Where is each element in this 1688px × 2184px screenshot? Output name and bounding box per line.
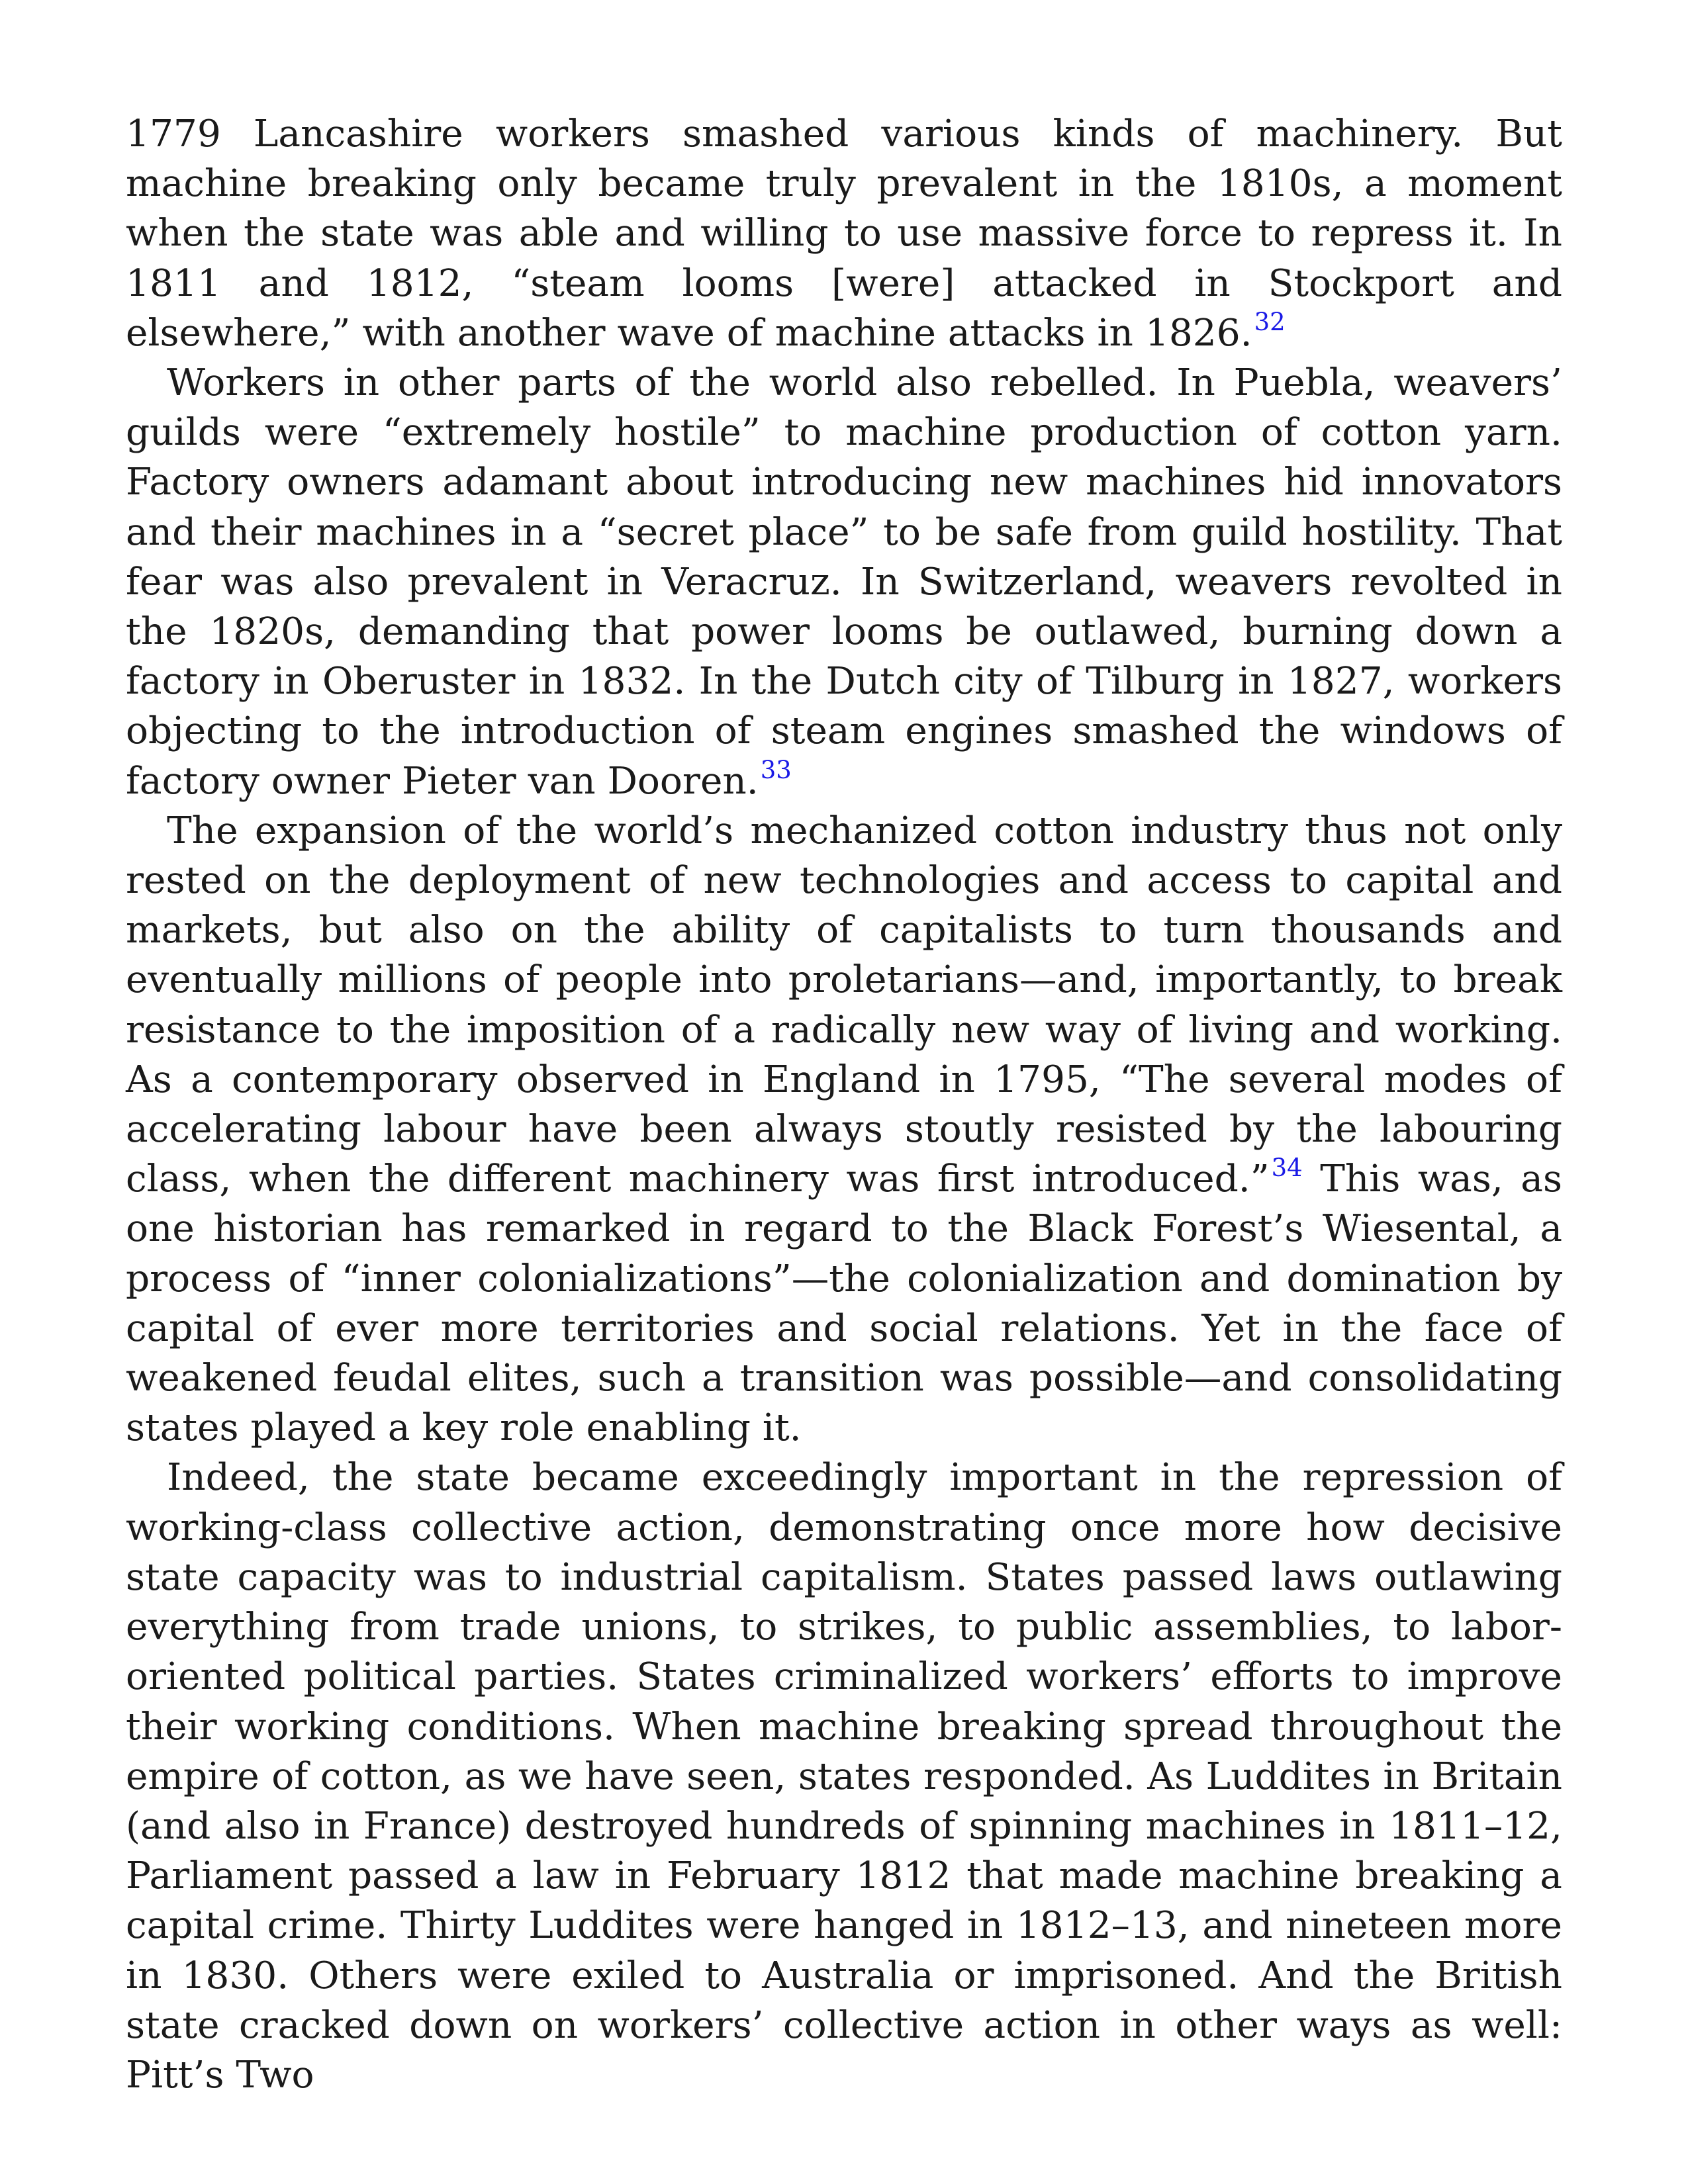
paragraph-1	[126, 109, 1562, 358]
paragraph-4	[126, 1453, 1562, 2100]
footnote-ref-34[interactable]: 34	[1271, 1154, 1303, 1183]
paragraph-text: Indeed, the state became exceedingly important in the repression of working-class collective action, demonstrating once more how decisive state capacity was to industrial capitalism. States passed laws outlawing everything from trade unions, to strikes, to public assemblies, to labor-oriented political parties. States criminalized workers’ efforts to improve their working conditions. When machine breaking spread throughout the empire of cotton, as we have seen, states responded. As Luddites in Britain (and also in France) destroyed hundreds of spinning machines in 1811–12, Parliament passed a law in February 1812 that made machine breaking a capital crime. Thirty Luddites were hanged in 1812–13, and nineteen more in 1830. Others were exiled to Australia or imprisoned. And the British state cracked down on workers’ collective action in other ways as well: Pitt’s Two	[126, 1456, 1562, 2097]
paragraph-text: The expansion of the world’s mechanized cotton industry thus not only rested on the deployment of new technologies and access to capital and markets, but also on the ability of capitalists to turn thousands and eventually millions of people into proletarians—and, importantly, to break resistance to the imposition of a radically new way of living and working. As a contemporary observed in England in 1795, “The several modes of accelerating labour have been always stoutly resisted by the labouring class, when the different machinery was first introduced.”	[126, 809, 1562, 1201]
book-page-body	[126, 109, 1562, 2100]
paragraph-text: This was, as one historian has remarked in regard to the Black Forest’s Wiesental, a process of “inner colonializations”—the colonialization and domination by capital of ever more territories and social relations. Yet in the face of weakened feudal elites, such a transition was possible—and consolidating states played a key role enabling it.	[126, 1158, 1562, 1450]
paragraph-text: 1779 Lancashire workers smashed various kinds of machinery. But machine breaking only became truly prevalent in the 1810s, a moment when the state was able and willing to use massive force to repress it. In 1811 and 1812, “steam looms [were] attacked in Stockport and elsewhere,” with another wave of machine attacks in 1826.	[126, 113, 1562, 355]
paragraph-text: Workers in other parts of the world also rebelled. In Puebla, weavers’ guilds were “extremely hostile” to machine production of cotton yarn. Factory owners adamant about introducing new machines hid innovators and their machines in a “secret place” to be safe from guild hostility. That fear was also prevalent in Veracruz. In Switzerland, weavers revolted in the 1820s, demanding that power looms be outlawed, burning down a factory in Oberuster in 1832. In the Dutch city of Tilburg in 1827, workers objecting to the introduction of steam engines smashed the windows of factory owner Pieter van Dooren.	[126, 361, 1562, 803]
footnote-ref-32[interactable]: 32	[1254, 307, 1286, 336]
paragraph-2	[126, 358, 1562, 806]
paragraph-3	[126, 806, 1562, 1453]
footnote-ref-33[interactable]: 33	[760, 755, 792, 784]
